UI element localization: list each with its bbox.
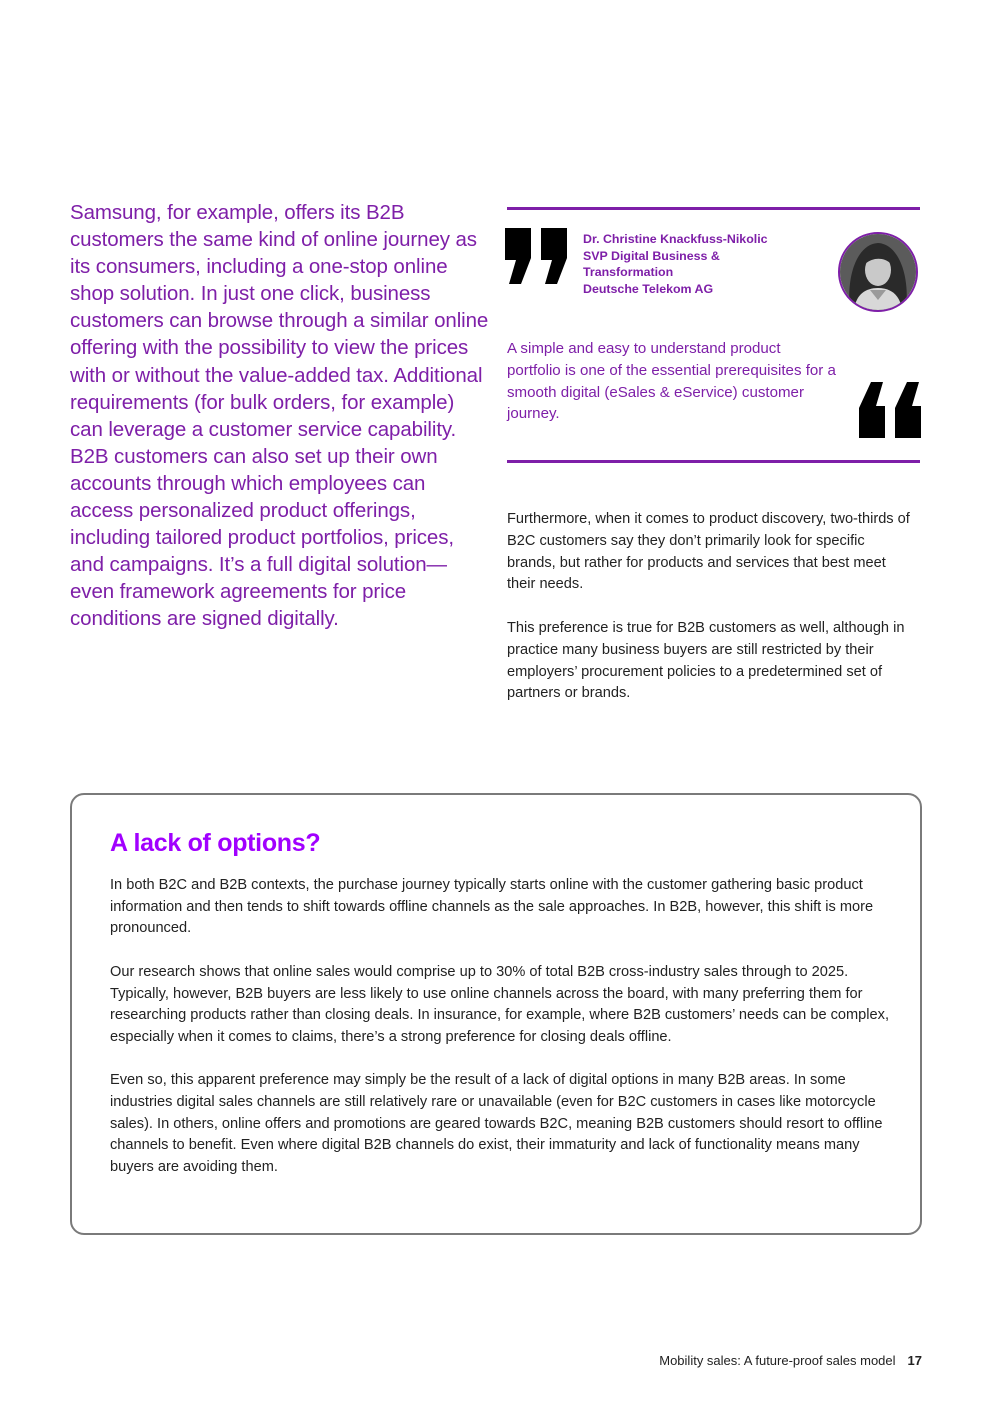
box-paragraph-1: In both B2C and B2B contexts, the purchase journey typically starts online with the customer gathering basic product information and then tends to shift towards offline channels as the sale approaches. In B2B, however, this shift is more pronounced. bbox=[110, 877, 874, 937]
right-paragraph-2: This preference is true for B2B customers as well, although in practice many business buyers are still restricted by their employers’ procurement policies to a predetermined set of partners or brands. bbox=[507, 619, 905, 702]
opening-quote-icon bbox=[859, 382, 923, 440]
speaker-name: Dr. Christine Knackfuss-Nikolic bbox=[583, 232, 768, 246]
box-paragraph-3: Even so, this apparent preference may simply be the result of a lack of digital options in many B2B areas. In some industries digital sales channels are still relatively rare or unavailable (even for B2C customers in cases like motorcycle sales). In others, online offers and promotions are geared towards B2C, meaning B2B customers should resort to offline channels to benefit. Even where digital B2B channels do exist, their immaturity and lack of functionality means many buyers are avoiding them. bbox=[110, 1072, 883, 1176]
closing-quote-icon bbox=[505, 228, 571, 288]
lead-paragraph: Samsung, for example, offers its B2B customers the same kind of online journey as its consumers, including a one-stop online shop solution. In just one click, business customers can browse through a similar online offering with the possibility to view the prices with or without the value-added tax. Additional requirements (for bulk orders, for example) can leverage a customer service capability. B2B customers can also set up their own accounts through which employees can access personalized product offerings, including tailored product portfolios, prices, and campaigns. It’s a full digital solution—even framework agreements for price conditions are signed digitally. bbox=[70, 201, 489, 631]
right-paragraph-1: Furthermore, when it comes to product discovery, two-thirds of B2C customers say they don’t primarily look for specific brands, but rather for products and services that best meet their needs. bbox=[507, 511, 910, 593]
box-heading: A lack of options? bbox=[110, 829, 321, 857]
quote-text: A simple and easy to understand product portfolio is one of the essential prerequisites for a smooth digital (eSales & eService) customer journey. bbox=[507, 340, 836, 423]
page-footer bbox=[659, 1353, 922, 1368]
speaker-title-line2: Transformation bbox=[583, 265, 674, 280]
speaker-company: Deutsche Telekom AG bbox=[583, 281, 714, 296]
right-column-body bbox=[507, 509, 917, 727]
sidebar-box bbox=[70, 793, 922, 1235]
footer-title: Mobility sales: A future-proof sales model bbox=[659, 1353, 896, 1368]
quote-attribution bbox=[583, 231, 823, 297]
box-body bbox=[110, 875, 890, 1201]
speaker-portrait bbox=[838, 232, 918, 312]
speaker-title-line1: SVP Digital Business & bbox=[583, 248, 720, 263]
page-number: 17 bbox=[907, 1353, 922, 1368]
box-paragraph-2: Our research shows that online sales would comprise up to 30% of total B2B cross-industry sales through to 2025. Typically, however, B2B buyers are less likely to use online channels across the board, with many preferring them for researching products rather than closing deals. In insurance, for example, where B2B customers’ needs can be complex, especially when it comes to claims, there’s a strong preference for closing deals offline. bbox=[110, 963, 890, 1045]
pull-quote bbox=[507, 207, 920, 463]
